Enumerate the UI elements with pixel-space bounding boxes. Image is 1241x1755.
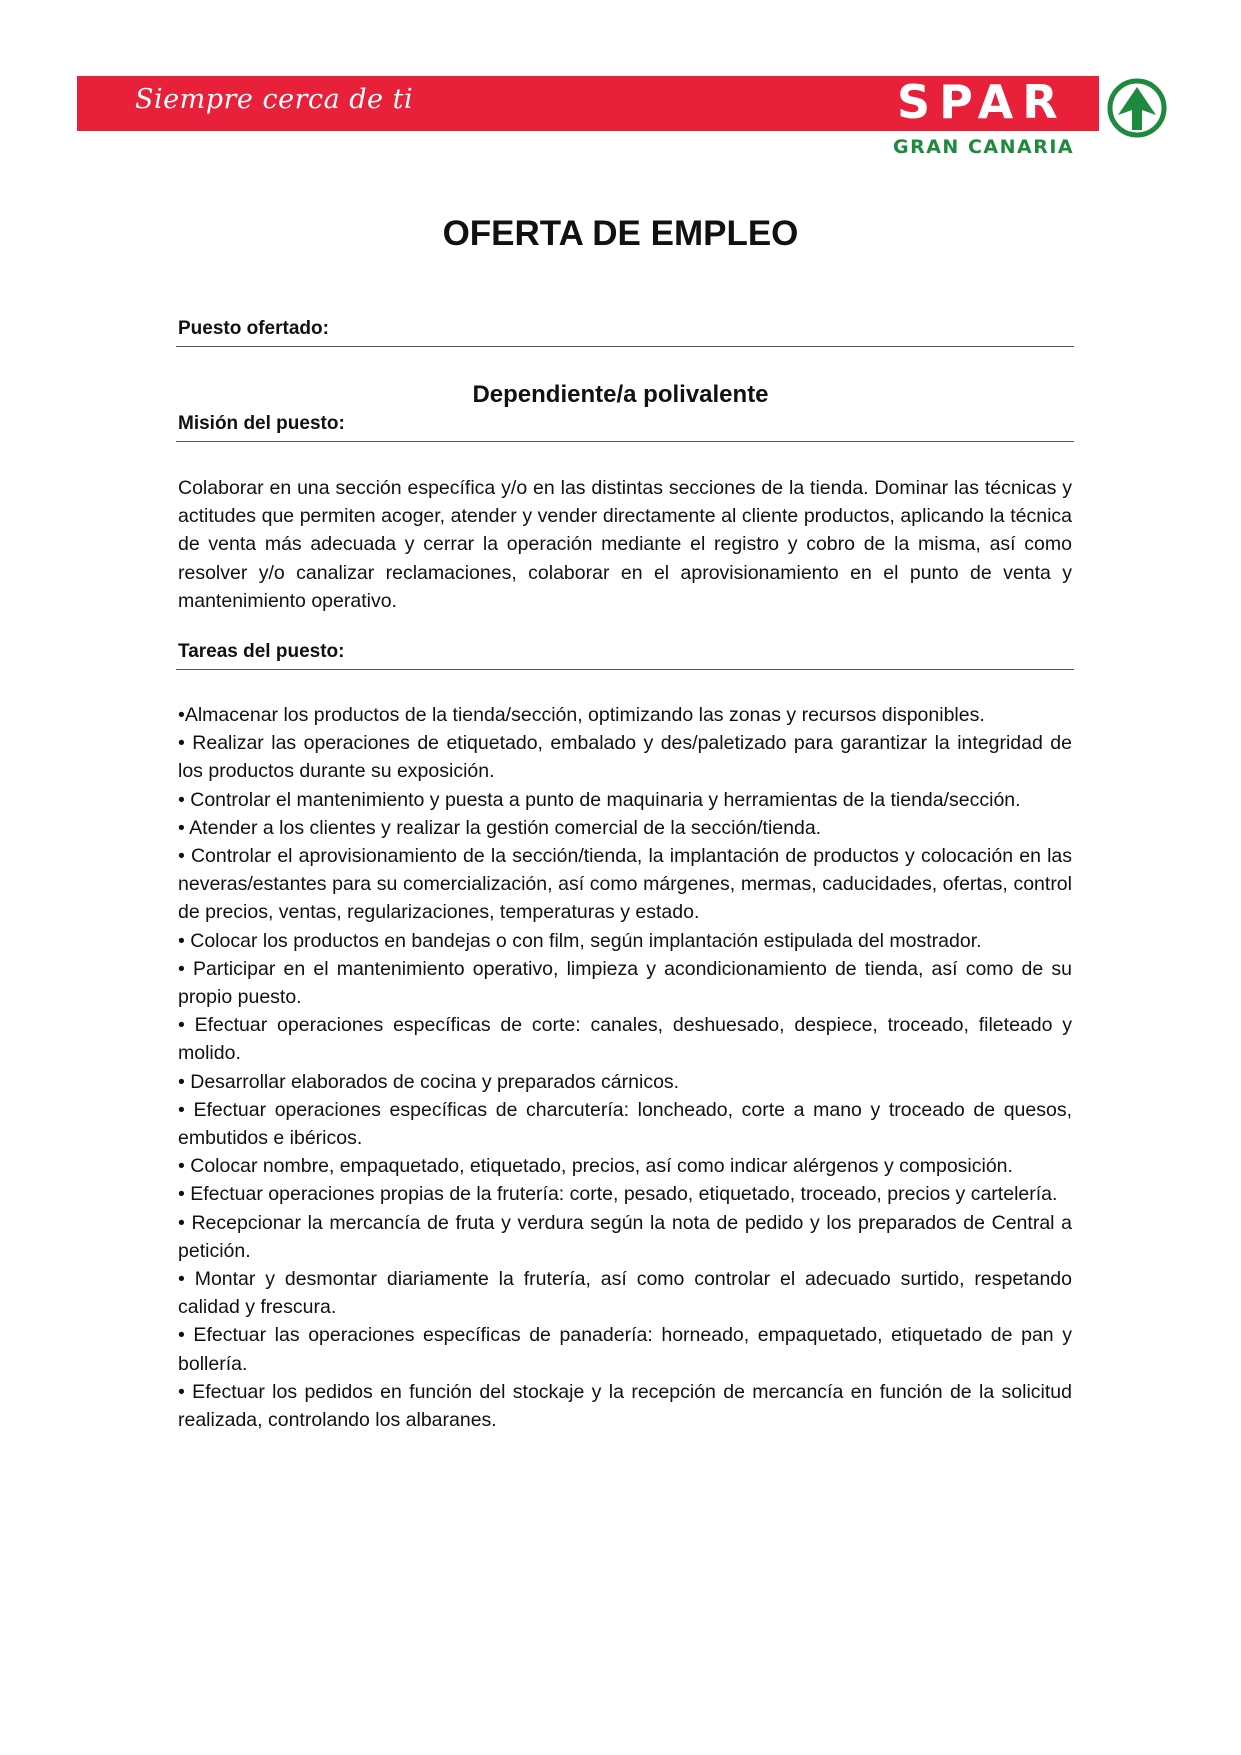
mission-text: Colaborar en una sección específica y/o en las distintas secciones de la tienda. Dominar las técnicas y actitudes que permiten acoger, atender y vender directamente al cliente productos, aplicando la técnica de venta más adecuada y cerrar la operación mediante el registro y cobro de la misma, así como resolver y/o canalizar reclamaciones, colaborar en el aprovisionamiento en el punto de venta y mantenimiento operativo. <box>178 477 1072 612</box>
tasks-label: Tareas del puesto: <box>178 641 345 662</box>
task-item: •Almacenar los productos de la tienda/sección, optimizando las zonas y recursos disponibles. <box>178 704 985 726</box>
task-item: • Realizar las operaciones de etiquetado, embalado y des/paletizado para garantizar la integridad de los productos durante su exposición. <box>178 732 1072 783</box>
task-item: • Colocar nombre, empaquetado, etiquetado, precios, así como indicar alérgenos y composición. <box>178 1155 1013 1178</box>
task-item: • Controlar el mantenimiento y puesta a punto de maquinaria y herramientas de la tienda/sección. <box>178 788 1021 811</box>
task-item: • Recepcionar la mercancía de fruta y verdura según la nota de pedido y los preparados de Central a petición. <box>178 1211 1072 1262</box>
position-label: Puesto ofertado: <box>178 318 329 339</box>
task-item: • Efectuar operaciones propias de la frutería: corte, pesado, etiquetado, troceado, precios y cartelería. <box>178 1183 1058 1206</box>
task-item: • Efectuar operaciones específicas de charcutería: loncheado, corte a mano y troceado de quesos, embutidos e ibéricos. <box>178 1098 1072 1150</box>
task-item: • Atender a los clientes y realizar la gestión comercial de la sección/tienda. <box>178 816 822 839</box>
task-item: • Efectuar las operaciones específicas de panadería: horneado, empaquetado, etiquetado de pan y bollería. <box>178 1324 1072 1375</box>
task-item: • Efectuar los pedidos en función del stockaje y la recepción de mercancía en función de la solicitud realizada, controlando los albaranes. <box>178 1380 1072 1432</box>
task-item: • Efectuar operaciones específicas de corte: canales, deshuesado, despiece, troceado, fileteado y molido. <box>178 1014 1072 1065</box>
mission-label: Misión del puesto: <box>178 413 345 434</box>
task-item: • Colocar los productos en bandejas o con film, según implantación estipulada del mostrador. <box>178 929 982 952</box>
task-item: • Desarrollar elaborados de cocina y preparados cárnicos. <box>178 1070 680 1093</box>
brand-name: SPAR <box>897 75 1067 129</box>
mission-divider <box>176 441 1074 442</box>
spar-tree-logo-icon <box>1107 78 1167 138</box>
tasks-list <box>178 701 1072 1434</box>
task-item: • Controlar el aprovisionamiento de la sección/tienda, la implantación de productos y colocación en las neveras/estantes para su comercialización, así como márgenes, mermas, caducidades, ofertas, control de precios, ventas, regularizaciones, temperaturas y estado. <box>178 845 1072 924</box>
document-title: OFERTA DE EMPLEO <box>442 214 799 253</box>
slogan: Siempre cerca de ti <box>135 84 414 115</box>
position-name: Dependiente/a polivalente <box>472 381 769 408</box>
task-item: • Participar en el mantenimiento operativo, limpieza y acondicionamiento de tienda, así como de su propio puesto. <box>178 957 1072 1009</box>
tasks-divider <box>176 669 1074 670</box>
task-item: • Montar y desmontar diariamente la frutería, así como controlar el adecuado surtido, respetando calidad y frescura. <box>178 1268 1072 1319</box>
brand-subtitle: GRAN CANARIA <box>893 136 1075 158</box>
position-divider <box>176 346 1074 347</box>
